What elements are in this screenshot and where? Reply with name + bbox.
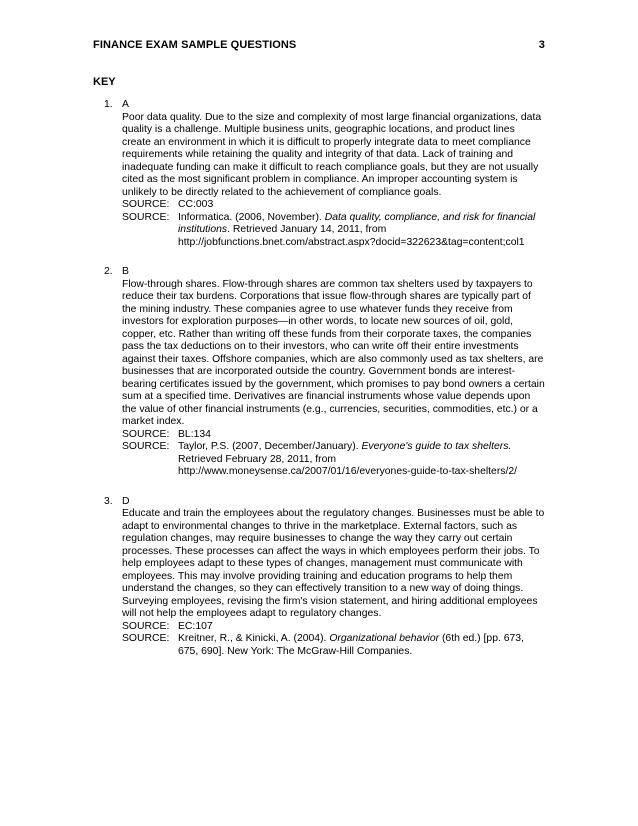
source-code-line	[122, 621, 546, 634]
source-label: SOURCE:	[122, 211, 170, 223]
reference-rest: . Retrieved January 14, 2011, from	[227, 224, 387, 235]
item-explanation: Flow-through shares. Flow-through shares are common tax shelters used by taxpayers to reduce their tax burdens. Corporations that issue flow-through shares are typically part of the mining industry. These companies agree to use whatever funds they receive from investors for exploration purposes—in other words, to locate new sources of oil, gold, copper, etc. Rather than writing off these funds from their corporate taxes, the companies pass the tax deductions on to their investors, who can write off their entire investments against their taxes. Offshore companies, which are also commonly used as tax shelters, are businesses that are incorporated outside the country. Government bonds are interest-bearing certificates issued by the government, which promises to pay bond owners a certain sum at a specified time. Derivatives are financial instruments whose value depends upon the value of other financial instruments (e.g., currencies, securities, commodities, etc.) or a market index.	[122, 278, 545, 427]
answer-item-2	[104, 266, 546, 479]
reference-author: Kreitner, R., & Kinicki, A. (2004).	[178, 633, 330, 644]
source-label: SOURCE:	[122, 620, 170, 632]
reference-url: http://jobfunctions.bnet.com/abstract.aspx?docid=322623&tag=content;col1	[178, 236, 525, 248]
item-answer: A	[122, 99, 129, 110]
item-answer: B	[122, 266, 129, 277]
source-code: BL:134	[178, 428, 211, 440]
source-label: SOURCE:	[122, 428, 170, 440]
answer-item-1	[104, 99, 546, 249]
reference-title: Data quality, compliance, and risk for financial institutions	[178, 211, 536, 235]
item-number: 1.	[104, 99, 113, 110]
item-number: 2.	[104, 266, 113, 277]
source-label: SOURCE:	[122, 633, 170, 644]
item-answer: D	[122, 495, 130, 507]
source-code-line	[122, 429, 546, 442]
source-label: SOURCE:	[122, 199, 170, 210]
page-header	[93, 39, 545, 51]
item-explanation: Educate and train the employees about the regulatory changes. Businesses must be able to adapt to environmental changes to thrive in the marketplace. External factors, such as regulation changes, may require businesses to change the way they carry out certain processes. These processes can affect the ways in which employees perform their jobs. To help employees adapt to these types of changes, management must communicate with employees. This may involve providing training and education programs to help them understand the changes, so they can effectively transition to a new way of doing things. Surveying employees, revising the firm's vision statement, and hiring additional employees will not help the employees adapt to regulatory changes.	[122, 508, 545, 619]
reference-rest: (6th ed.) [pp. 673, 675, 690]. New York: The McGraw-Hill Companies.	[178, 633, 524, 657]
reference-url: http://www.moneysense.ca/2007/01/16/everyones-guide-to-tax-shelters/2/	[178, 466, 518, 477]
reference-title: Everyone's guide to tax shelters.	[361, 441, 512, 452]
source-reference	[122, 633, 546, 658]
header-title: FINANCE EXAM SAMPLE QUESTIONS	[93, 39, 297, 51]
page-number: 3	[538, 39, 545, 51]
reference-author: Taylor, P.S. (2007, December/January).	[178, 441, 362, 452]
answer-key-list	[104, 99, 546, 675]
source-reference	[122, 441, 546, 479]
key-heading: KEY	[93, 76, 116, 88]
reference-rest: Retrieved February 28, 2011, from	[178, 453, 337, 465]
source-code: CC:003	[178, 199, 214, 210]
item-number: 3.	[104, 495, 113, 507]
item-explanation: Poor data quality. Due to the size and complexity of most large financial organizations, data quality is a challenge. Multiple business units, geographic locations, and product lines create an environment in which it is difficult to properly integrate data to meet compliance requirements while retaining the quality and integrity of that data. Lack of training and inadequate funding can make it difficult to reach compliance goals, but they are not usually cited as the most significant problem in compliance. An improper accounting system is unlikely to be directly related to the achievement of compliance goals.	[122, 111, 542, 198]
source-reference	[122, 212, 546, 250]
source-code-line	[122, 199, 546, 212]
reference-author: Informatica. (2006, November).	[178, 211, 325, 223]
reference-title: Organizational behavior	[329, 633, 440, 644]
answer-item-3	[104, 496, 546, 659]
source-code: EC:107	[178, 620, 213, 632]
source-label: SOURCE:	[122, 441, 170, 452]
